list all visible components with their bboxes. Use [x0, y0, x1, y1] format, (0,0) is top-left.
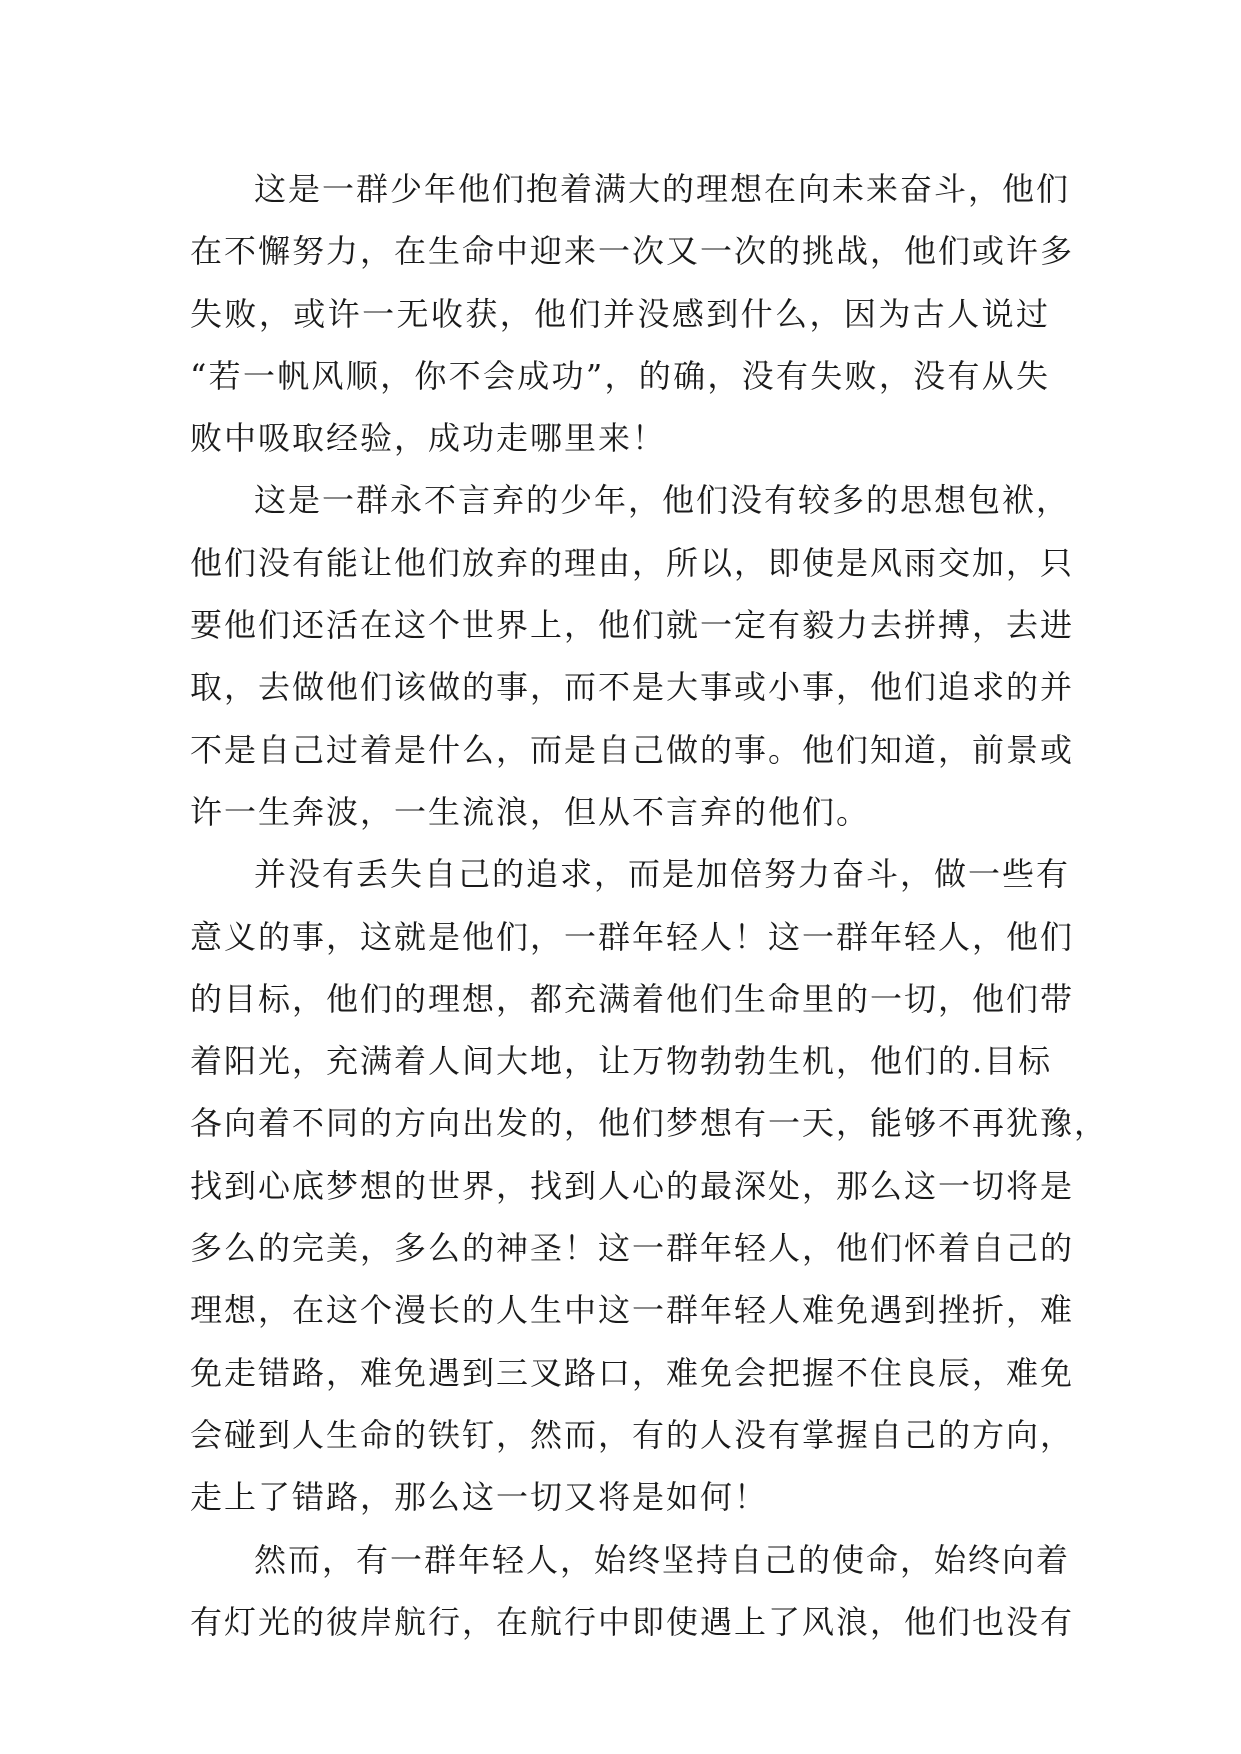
text-line: “若一帆风顺，你不会成功”，的确，没有失败，没有从失	[190, 356, 1050, 395]
text-line: 各向着不同的方向出发的，他们梦想有一天，能够不再犹豫，	[190, 1104, 1109, 1143]
text-line: 的目标，他们的理想，都充满着他们生命里的一切，他们带	[190, 979, 1075, 1018]
text-line: 在不懈努力，在生命中迎来一次又一次的挑战，他们或许多	[190, 232, 1075, 271]
text-line: 他们没有能让他们放弃的理由，所以，即使是风雨交加，只	[190, 543, 1075, 582]
text-line: 败中吸取经验，成功走哪里来！	[190, 419, 667, 458]
text-line: 有灯光的彼岸航行，在航行中即使遇上了风浪，他们也没有	[190, 1602, 1075, 1641]
paragraph-3	[190, 843, 1109, 1528]
text-line: 走上了错路，那么这一切又将是如何！	[190, 1478, 769, 1517]
text-line: 免走错路，难免遇到三叉路口，难免会把握不住良辰，难免	[190, 1353, 1075, 1392]
text-line: 要他们还活在这个世界上，他们就一定有毅力去拼搏，去进	[190, 606, 1075, 645]
text-line: 然而，有一群年轻人，始终坚持自己的使命，始终向着	[254, 1540, 1071, 1579]
text-line: 失败，或许一无收获，他们并没感到什么，因为古人说过	[190, 294, 1050, 333]
text-line: 着阳光，充满着人间大地，让万物勃勃生机，他们的.目标	[190, 1042, 1053, 1081]
text-line: 这是一群少年他们抱着满大的理想在向未来奋斗，他们	[254, 170, 1071, 208]
text-line: 这是一群永不言弃的少年，他们没有较多的思想包袱，	[254, 481, 1071, 520]
text-line: 不是自己过着是什么，而是自己做的事。他们知道，前景或	[190, 730, 1075, 769]
text-line: 会碰到人生命的铁钉，然而，有的人没有掌握自己的方向，	[190, 1415, 1075, 1454]
paragraph-2	[190, 469, 1075, 843]
document-body	[190, 158, 1109, 1653]
text-line: 取，去做他们该做的事，而不是大事或小事，他们追求的并	[190, 668, 1075, 707]
text-line: 理想，在这个漫长的人生中这一群年轻人难免遇到挫折，难	[190, 1291, 1075, 1330]
text-line: 并没有丢失自己的追求，而是加倍努力奋斗，做一些有	[254, 855, 1071, 894]
text-line: 许一生奔波，一生流浪，但从不言弃的他们。	[190, 792, 871, 831]
text-line: 多么的完美，多么的神圣！这一群年轻人，他们怀着自己的	[190, 1229, 1075, 1268]
paragraph-4	[190, 1529, 1075, 1654]
text-line: 找到心底梦想的世界，找到人心的最深处，那么这一切将是	[190, 1166, 1075, 1205]
text-line: 意义的事，这就是他们，一群年轻人！这一群年轻人，他们	[190, 917, 1075, 956]
paragraph-1	[190, 158, 1075, 469]
